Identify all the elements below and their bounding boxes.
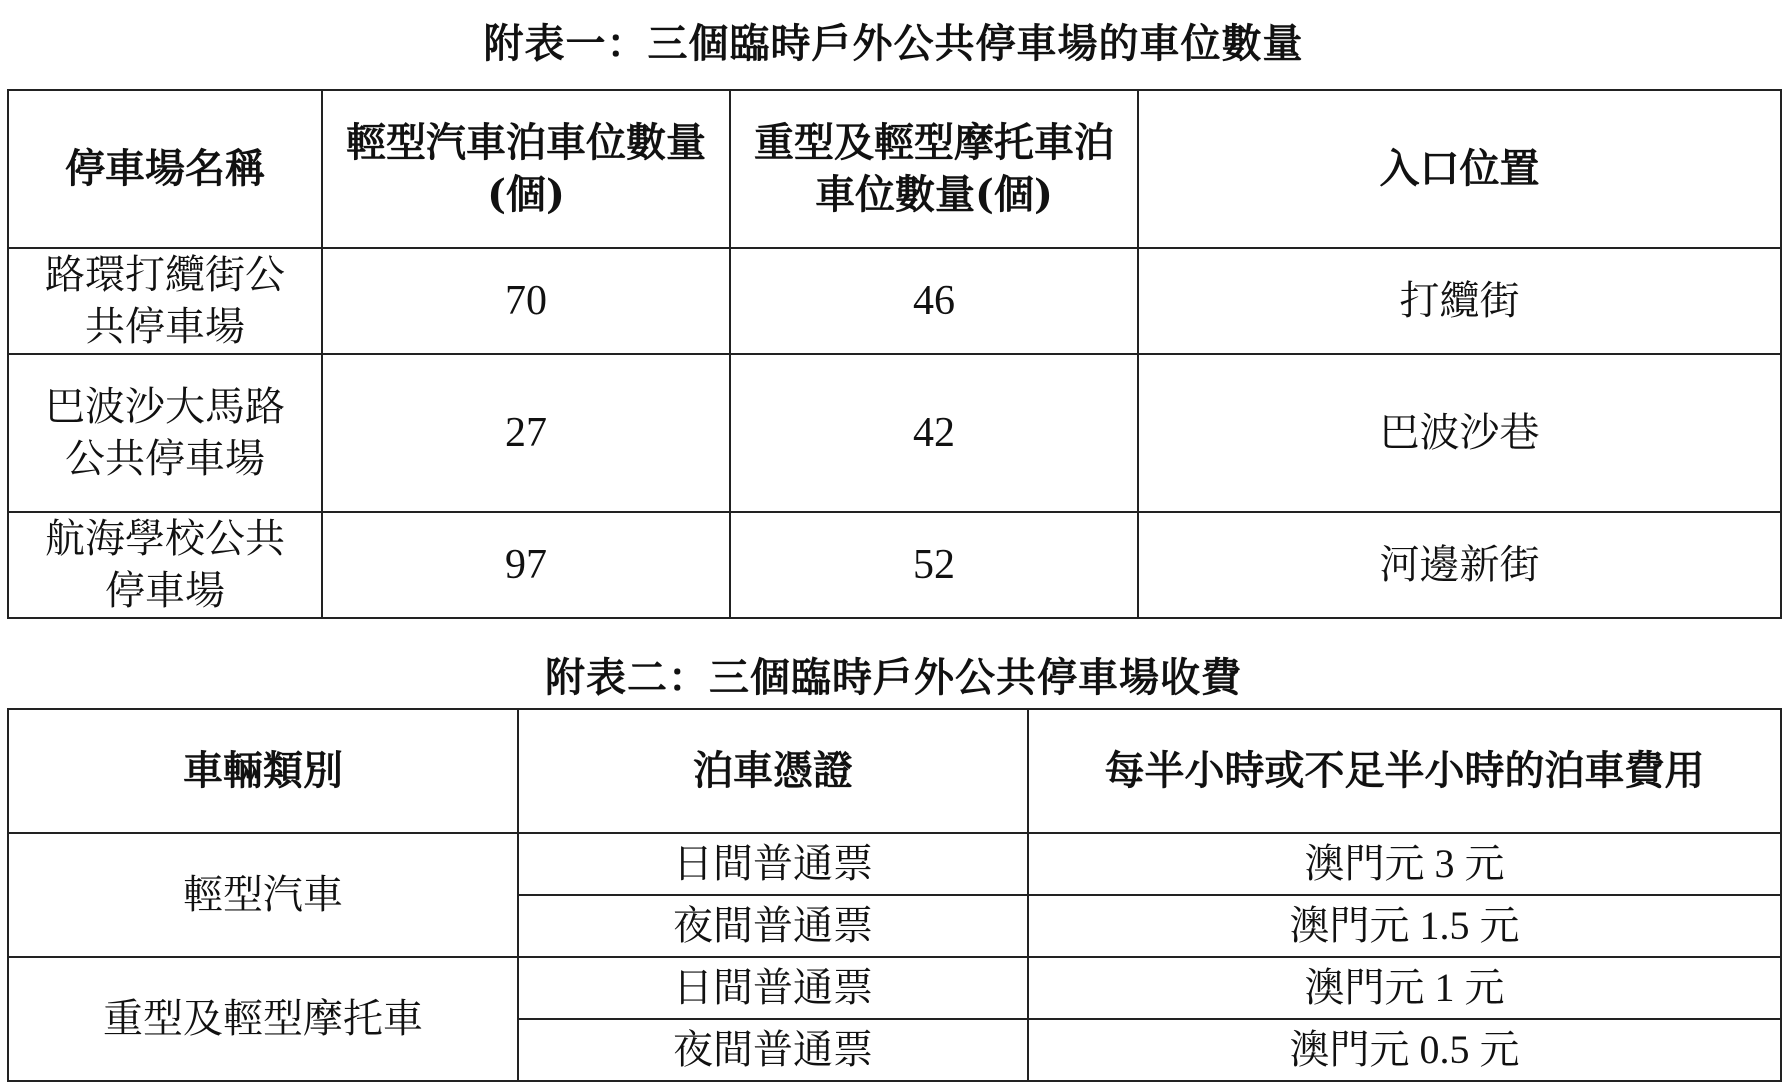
- motorcycle-spaces: 46: [730, 248, 1138, 354]
- parking-ticket: 日間普通票: [518, 957, 1028, 1019]
- motorcycle-spaces: 52: [730, 512, 1138, 618]
- table-header-row: [8, 709, 1781, 833]
- parking-spaces-table: [7, 89, 1782, 619]
- light-car-spaces: 97: [322, 512, 730, 618]
- parking-fee: 澳門元 1 元: [1028, 957, 1781, 1019]
- table-row: [8, 248, 1781, 354]
- carpark-name: 航海學校公共停車場: [8, 512, 322, 618]
- parking-fee: 澳門元 0.5 元: [1028, 1019, 1781, 1081]
- parking-ticket: 夜間普通票: [518, 1019, 1028, 1081]
- header-fee-per-half-hour: 每半小時或不足半小時的泊車費用: [1028, 709, 1781, 833]
- table-header-row: [8, 90, 1781, 248]
- parking-fee: 澳門元 1.5 元: [1028, 895, 1781, 957]
- motorcycle-spaces: 42: [730, 354, 1138, 512]
- entrance-location: 巴波沙巷: [1138, 354, 1781, 512]
- parking-fee: 澳門元 3 元: [1028, 833, 1781, 895]
- light-car-spaces: 70: [322, 248, 730, 354]
- header-light-car-spaces: 輕型汽車泊車位數量(個): [322, 90, 730, 248]
- header-entrance: 入口位置: [1138, 90, 1781, 248]
- entrance-location: 河邊新街: [1138, 512, 1781, 618]
- header-vehicle-category: 車輛類別: [8, 709, 518, 833]
- table-row: [8, 833, 1781, 895]
- header-motorcycle-spaces: 重型及輕型摩托車泊車位數量(個): [730, 90, 1138, 248]
- table1-title: 附表一：三個臨時戶外公共停車場的車位數量: [483, 20, 1304, 67]
- parking-ticket: 日間普通票: [518, 833, 1028, 895]
- parking-fees-table: [7, 708, 1782, 1082]
- parking-ticket: 夜間普通票: [518, 895, 1028, 957]
- table-row: [8, 354, 1781, 512]
- header-carpark-name: 停車場名稱: [8, 90, 322, 248]
- table-row: [8, 512, 1781, 618]
- carpark-name: 巴波沙大馬路公共停車場: [8, 354, 322, 512]
- header-parking-ticket: 泊車憑證: [518, 709, 1028, 833]
- vehicle-category: 重型及輕型摩托車: [8, 957, 518, 1081]
- carpark-name: 路環打纜街公共停車場: [8, 248, 322, 354]
- entrance-location: 打纜街: [1138, 248, 1781, 354]
- light-car-spaces: 27: [322, 354, 730, 512]
- table-row: [8, 957, 1781, 1019]
- table2-title: 附表二：三個臨時戶外公共停車場收費: [545, 654, 1242, 701]
- vehicle-category: 輕型汽車: [8, 833, 518, 957]
